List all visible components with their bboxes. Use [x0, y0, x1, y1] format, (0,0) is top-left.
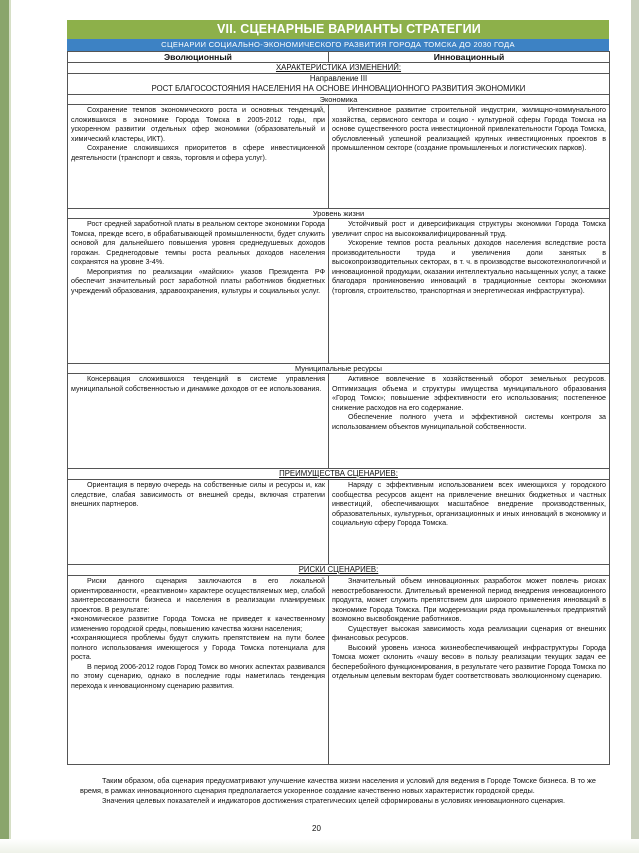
- advantages-row: [68, 480, 610, 565]
- municipal-resources-heading: Муниципальные ресурсы: [68, 364, 610, 374]
- economy-heading-row: [68, 95, 610, 105]
- municipal-heading-row: [68, 364, 610, 374]
- risks-evolutionary-cell: Риски данного сценария заключаются в его локальной ориентированности, «реактивном» характере осуществляемых мер, слабой заинтересованности бизнеса и населения в реализации планируемых проектов. В результате: •экономическое развитие Города Томска не приведет к качественному изменению городской среды, повышению качества жизни населения; •сохраняющиеся проблемы будут служить препятствием на пути более полного использования имеющегося у Города Томска потенциала для роста. В период 2006-2012 годов Город Томск во многих аспектах развивался по этому сценарию, однако в последние годы наметилась тенденция перехода к инновационному сценарию развития.: [68, 576, 329, 765]
- direction-row: [68, 74, 610, 95]
- changes-heading: ХАРАКТЕРИСТИКА ИЗМЕНЕНИЙ:: [68, 63, 610, 74]
- direction-heading: Направление III РОСТ БЛАГОСОСТОЯНИЯ НАСЕЛЕНИЯ НА ОСНОВЕ ИННОВАЦИОННОГО РАЗВИТИЯ ЭКОНОМИКИ: [68, 74, 610, 95]
- advantages-heading-row: [68, 469, 610, 480]
- scenario-table: [67, 51, 610, 765]
- municipal-innovative-cell: Активное вовлечение в хозяйственный оборот земельных ресурсов. Оптимизация объема и структуры имущества муниципального образования «Город Томск»; повышение эффективности его использования; постепенное снижение расходов на его содержание. Обеспечение полного учета и эффективной системы контроля за использованием объектов муниципальной собственности.: [329, 374, 610, 469]
- economy-innovative-cell: Интенсивное развитие строительной индустрии, жилищно-коммунального хозяйства, сервисного сектора и социо - культурной сферы Города Томска на основе существенного роста инвестиционной привлекательности Города Томска, обусловленный успешной реализацией крупных инвестиционных проектов в промышленном секторе (создание промышленных и логистических парков).: [329, 105, 610, 209]
- footer-band: [0, 839, 639, 853]
- advantages-heading: ПРЕИМУЩЕСТВА СЦЕНАРИЕВ:: [68, 469, 610, 480]
- living-innovative-cell: Устойчивый рост и диверсификация структуры экономики Города Томска увеличит спрос на высококвалифицированный труд. Ускорение темпов роста реальных доходов населения вследствие роста производительности труда и увеличения доли занятых в высокопроизводительных секторах, в т. ч. в производстве высокотехнологичной и инновационной продукции, оказании интеллектуально насыщенных услуг, а также благодаря проникновению инноваций в традиционные секторы экономики (торговля, строительство, транспортная и энергетическая инфраструктура).: [329, 219, 610, 364]
- table-title: СЦЕНАРИИ СОЦИАЛЬНО-ЭКОНОМИЧЕСКОГО РАЗВИТИЯ ГОРОДА ТОМСКА ДО 2030 ГОДА: [67, 39, 609, 51]
- economy-evolutionary-cell: Сохранение темпов экономического роста и основных тенденций, сложившихся в экономике Города Томска в 2005-2012 годы, при ускоренном развитии отдельных сфер экономики (образовательный и химический кластеры, ИКТ). Сохранение сложившихся приоритетов в сфере инвестиционной деятельности (транспорт и связь, торговля и сфера услуг).: [68, 105, 329, 209]
- living-standard-heading: Уровень жизни: [68, 209, 610, 219]
- column-header-evolutionary: Эволюционный: [68, 52, 329, 63]
- advantages-evolutionary-cell: Ориентация в первую очередь на собственные силы и ресурсы и, как следствие, слабая зависимость от внешней среды, включая стратегии внешних партнеров.: [68, 480, 329, 565]
- left-edge-line: [9, 0, 11, 853]
- risks-heading: РИСКИ СЦЕНАРИЕВ:: [68, 565, 610, 576]
- living-evolutionary-cell: Рост средней заработной платы в реальном секторе экономики Города Томска, прежде всего, в обрабатывающей промышленности, будет служить основой для дальнейшего повышения уровня среднедушевых доходов горожан. Среднегодовые темпы роста реальных доходов населения сохранятся на уровне 3-4%. Мероприятия по реализации «майских» указов Президента РФ обеспечит значительный рост заработной платы работников бюджетных учреждений образования, здравоохранения, культуры и социальных услуг.: [68, 219, 329, 364]
- conclusion-text: [80, 776, 596, 807]
- changes-heading-row: [68, 63, 610, 74]
- page-number: 20: [312, 824, 321, 833]
- left-decorative-strip: [0, 0, 9, 853]
- targets-paragraph: Значения целевых показателей и индикаторов достижения стратегических целей сформированы в условиях инновационного сценария.: [102, 796, 566, 806]
- economy-row: [68, 105, 610, 209]
- living-row: [68, 219, 610, 364]
- right-decorative-strip: [631, 0, 639, 853]
- column-header-innovative: Инновационный: [329, 52, 610, 63]
- living-heading-row: [68, 209, 610, 219]
- risks-innovative-cell: Значительный объем инновационных разработок может повлечь рисках невостребованности. Длительный временной период внедрения инновационного продукта, может служить препятствием для широкого применения инноваций в экономике Города Томска. При модернизации ряда промышленных предприятий возможно высвобождение работников. Существует высокая зависимость хода реализации сценария от внешних финансовых ресурсов. Высокий уровень износа жизнеобеспечивающей инфраструктуры Города Томска может склонить «чашу весов» в пользу реализации текущих задач ее бесперебойного функционирования, в результате чего развитие Города Томска по отдельным целевым векторам будет соответствовать эволюционному сценарию.: [329, 576, 610, 765]
- municipal-row: [68, 374, 610, 469]
- risks-row: [68, 576, 610, 765]
- economy-heading: Экономика: [68, 95, 610, 105]
- section-title: VII. СЦЕНАРНЫЕ ВАРИАНТЫ СТРАТЕГИИ: [67, 20, 609, 39]
- municipal-evolutionary-cell: Консервация сложившихся тенденций в системе управления муниципальной собственностью и динамике доходов от ее использования.: [68, 374, 329, 469]
- risks-heading-row: [68, 565, 610, 576]
- column-header-row: [68, 52, 610, 63]
- conclusion-paragraph: Таким образом, оба сценария предусматривают улучшение качества жизни населения и условий для ведения в Городе Томске бизнеса. В то же время, в рамках инновационного сценария предполагается ускоренное создание качественно новых характеристик городской среды.: [80, 776, 596, 796]
- advantages-innovative-cell: Наряду с эффективным использованием всех имеющихся у городского сообщества ресурсов акцент на привлечение внешних бюджетных и частных инвестиций, обеспечивающих масштабное внедрение производственных, образовательных, культурных, организационных и иных инноваций в экономику и социальную сферу Города Томска.: [329, 480, 610, 565]
